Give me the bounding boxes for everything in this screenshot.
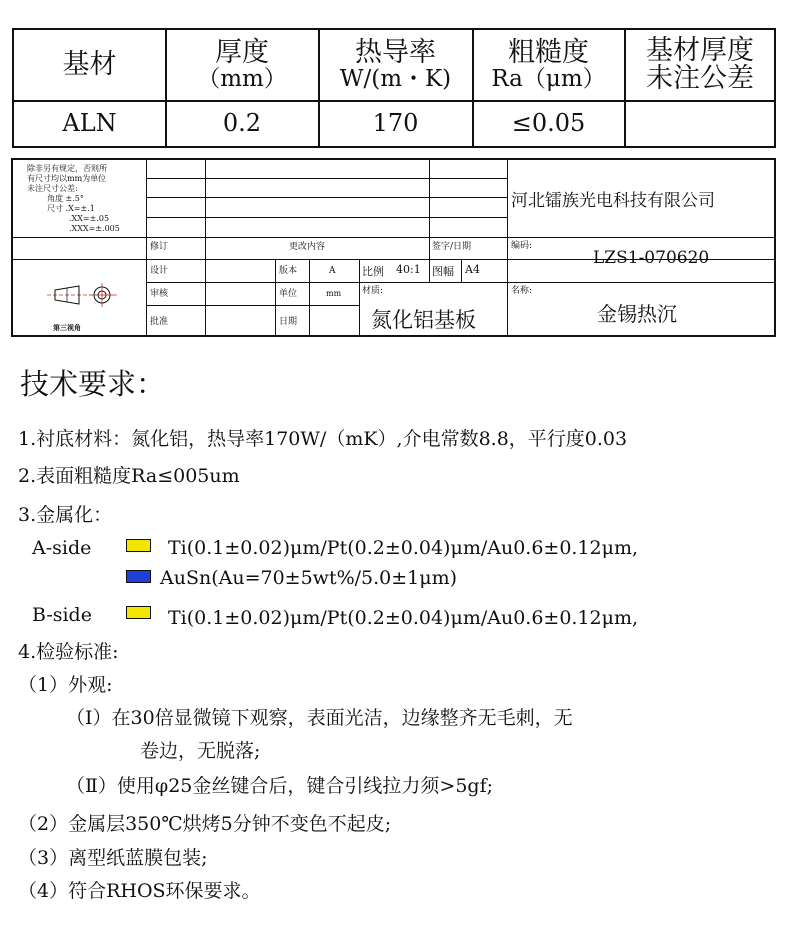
code-value: LZS1-070620 [593, 248, 710, 268]
notes-line-1: 除非另有规定，否则所 [27, 164, 107, 173]
name-value: 金锡热沉 [597, 302, 677, 326]
company-name: 河北镭族光电科技有限公司 [511, 191, 715, 211]
header-tolerance: 基材厚度 未注公差 [646, 34, 754, 94]
value-tolerance [625, 101, 775, 147]
header-roughness: 粗糙度 Ra（μm） [491, 36, 606, 93]
header-thermal-conductivity: 热导率 W/(m・K) [339, 36, 452, 93]
notes-line-3: 未注尺寸公差: [27, 184, 78, 193]
change-label: 更改内容 [289, 242, 326, 252]
value-roughness: ≤0.05 [511, 109, 586, 138]
approve-label: 批准 [150, 317, 169, 327]
revision-label: 修订 [150, 242, 169, 252]
notes-line-2: 有尺寸均以mm为单位 [27, 174, 107, 183]
b-side-label: B-side [32, 604, 92, 626]
a-side-label: A-side [32, 537, 92, 559]
scale-value: 40:1 [396, 263, 421, 276]
value-thermal-conductivity: 170 [372, 109, 419, 138]
value-thickness: 0.2 [222, 109, 262, 138]
requirement-item-2: 2.表面粗糙度Ra≤005um [18, 465, 240, 487]
format-value: A4 [465, 263, 480, 276]
sign-date-label: 签字/日期 [432, 242, 472, 252]
requirements-heading: 技术要求： [20, 367, 166, 401]
notes-line-5: 尺寸 .X=±.1 [47, 204, 95, 213]
design-label: 设计 [150, 266, 169, 276]
format-label: 图幅 [432, 265, 454, 278]
inspection-appearance-ii: （Ⅱ）使用φ25金丝键合后，键合引线拉力须>5gf; [66, 775, 494, 797]
inspection-baking: （2）金属层350℃烘烤5分钟不变色不起皮; [18, 813, 392, 835]
notes-line-7: .XXX=±.005 [69, 224, 120, 233]
requirement-item-4: 4.检验标准: [18, 641, 119, 663]
header-thickness: 厚度 （mm） [197, 36, 287, 93]
projection-label: 第三视角 [53, 323, 81, 332]
inspection-appearance: （1）外观: [18, 674, 113, 696]
name-label: 名称: [511, 286, 533, 296]
projection-symbol-icon [45, 282, 121, 308]
title-block [11, 158, 776, 337]
inspection-appearance-i-line-2: 卷边，无脱落; [140, 740, 261, 762]
notes-line-4: 角度 ±.5° [47, 194, 84, 203]
inspection-appearance-i-line-1: （Ⅰ）在30倍显微镜下观察，表面光洁，边缘整齐无毛刺，无 [66, 707, 573, 729]
unit-label: 单位 [279, 289, 298, 299]
version-label: 版本 [279, 266, 298, 276]
code-label: 编码: [511, 241, 533, 251]
gold-layer-swatch-icon [126, 539, 151, 552]
inspection-rohs: （4）符合RHOS环保要求。 [18, 880, 261, 902]
requirement-item-3: 3.金属化： [18, 504, 113, 526]
scale-label: 比例 [362, 265, 384, 278]
a-side-layer-2: AuSn(Au=70±5wt%/5.0±1μm) [160, 567, 458, 589]
header-substrate: 基材 [62, 48, 117, 80]
gold-layer-swatch-icon [126, 606, 151, 619]
review-label: 审核 [150, 289, 169, 299]
material-value: 氮化铝基板 [371, 308, 476, 332]
inspection-packaging: （3）离型纸蓝膜包装; [18, 847, 208, 869]
value-substrate: ALN [62, 109, 117, 138]
b-side-layer-1: Ti(0.1±0.02)μm/Pt(0.2±0.04)μm/Au0.6±0.12μm, [168, 607, 639, 629]
property-table [12, 28, 776, 148]
unit-value: mm [326, 289, 342, 298]
version-value: A [329, 266, 336, 276]
a-side-layer-1: Ti(0.1±0.02)μm/Pt(0.2±0.04)μm/Au0.6±0.12μm, [168, 537, 639, 559]
date-label: 日期 [279, 317, 298, 327]
requirement-item-1: 1.衬底材料：氮化铝，热导率170W/（mK）,介电常数8.8，平行度0.03 [18, 428, 628, 450]
ausn-layer-swatch-icon [126, 570, 151, 583]
notes-line-6: .XX=±.05 [69, 214, 110, 223]
material-label: 材质: [362, 286, 384, 296]
